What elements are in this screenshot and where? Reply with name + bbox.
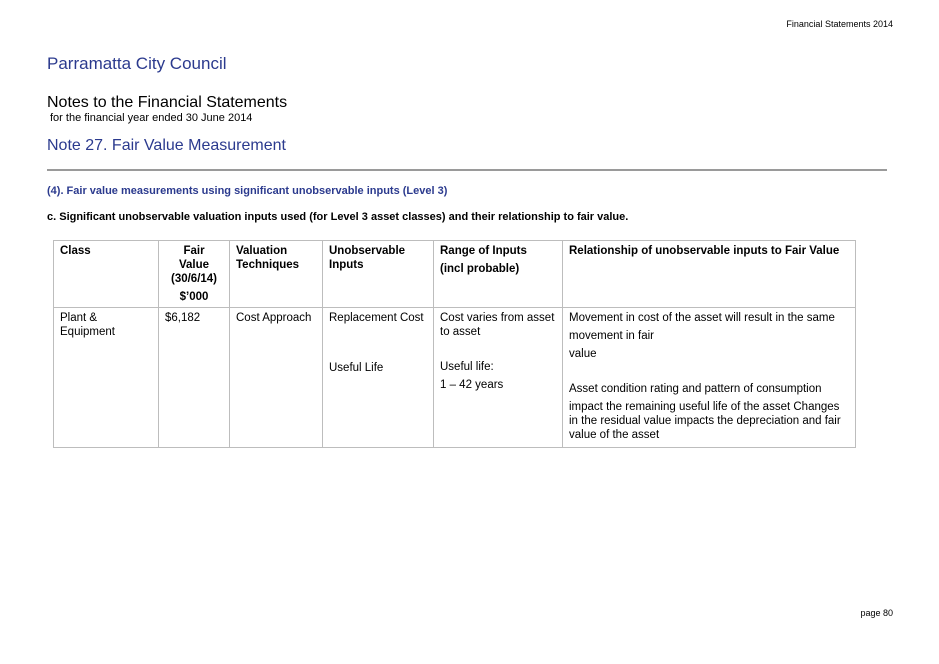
input-replacement-cost: Replacement Cost (329, 312, 424, 324)
cell-range (434, 308, 563, 448)
range-useful-life-value: 1 – 42 years (440, 379, 504, 391)
cell-class: Plant & Equipment (54, 308, 159, 448)
header-fair-value: Fair Value (30/6/14) $’000 (159, 241, 230, 308)
table-row (54, 308, 856, 448)
fair-value-table (53, 240, 856, 448)
divider (47, 169, 887, 171)
header-valuation-techniques: Valuation Techniques (230, 241, 323, 308)
notes-title: Notes to the Financial Statements (47, 94, 288, 111)
header-relationship: Relationship of unobservable inputs to Fair Value (563, 241, 856, 308)
cell-inputs (323, 308, 434, 448)
table-header-row (54, 241, 856, 308)
section-heading: (4). Fair value measurements using significant unobservable inputs (Level 3) (47, 185, 448, 197)
header-class: Class (54, 241, 159, 308)
range-cost: Cost varies from asset to asset (440, 312, 555, 338)
cell-technique: Cost Approach (230, 308, 323, 448)
range-useful-life-label: Useful life: (440, 361, 494, 373)
note-title: Note 27. Fair Value Measurement (47, 137, 286, 154)
cell-relationship: Movement in cost of the asset will result in the same movement in fair value Asset condition rating and pattern of consumption impact the remaining useful life of the asset Changes in the residual value impacts the depreciation and fair value of the asset (563, 308, 856, 448)
input-useful-life: Useful Life (329, 362, 384, 374)
notes-subtitle: for the financial year ended 30 June 2014 (50, 112, 253, 124)
header-range-of-inputs: Range of Inputs (incl probable) (434, 241, 563, 308)
subsection-heading: c. Significant unobservable valuation inputs used (for Level 3 asset classes) and their relationship to fair value. (47, 211, 629, 223)
council-name: Parramatta City Council (47, 54, 227, 73)
page-number: page 80 (860, 608, 893, 618)
cell-fair-value: $6,182 (159, 308, 230, 448)
running-header: Financial Statements 2014 (786, 19, 893, 29)
header-unobservable-inputs: Unobservable Inputs (323, 241, 434, 308)
